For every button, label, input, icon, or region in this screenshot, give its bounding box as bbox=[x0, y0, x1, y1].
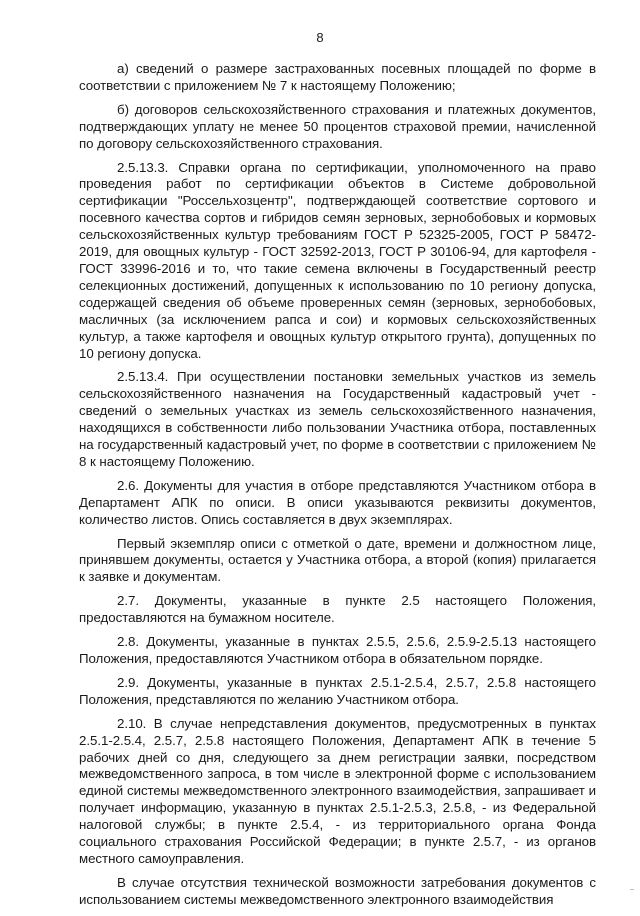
paragraph-no-technical-possibility: В случае отсутствия технической возможности затребования документов с использованием системы межведомственного электронного взаимодействия bbox=[79, 874, 596, 907]
paragraph-2-9: 2.9. Документы, указанные в пунктах 2.5.1-2.5.4, 2.5.7, 2.5.8 настоящего Положения, представляются по желанию Участником отбора. bbox=[79, 674, 596, 707]
paragraph-a-insured-areas: а) сведений о размере застрахованных посевных площадей по форме в соответствии с приложением № 7 к настоящему Положению; bbox=[79, 61, 596, 93]
scan-edge-mark bbox=[630, 889, 634, 890]
paragraph-2-7: 2.7. Документы, указанные в пункте 2.5 настоящего Положения, предоставляются на бумажном носителе. bbox=[79, 593, 596, 626]
paragraph-2-5-13-3: 2.5.13.3. Справки органа по сертификации, уполномоченного на право проведения работ по сертификации объектов в Системе добровольной сертификации "Россельхозцентр", подтверждающей соответствие сортового и посевного качества сортов и гибридов семян зерновых, зернобобовых и кормовых сельскохозяйственных культур требованиям ГОСТ Р 52325-2005, ГОСТ Р 58472-2019, для овощных культур - ГОСТ 32592-2013, ГОСТ Р 30106-94, для картофеля - ГОСТ 33996-2016 и то, что такие семена включены в Государственный реестр селекционных достижений, допущенных к использованию по 10 региону допуска, содержащей сведения об объеме проверенных семян (зерновых, зернобобовых, масличных (за исключением рапса и сои) и кормовых сельскохозяйственных культур, а также картофеля и овощных культур открытого грунта), допущенных по 10 региону допуска. bbox=[79, 159, 596, 361]
paragraph-2-10: 2.10. В случае непредставления документов, предусмотренных в пунктах 2.5.1-2.5.4, 2.5.7, 2.5.8 настоящего Положения, Департамент АПК в течение 5 рабочих дней со дня, следующего за днем регистрации заявки, посредством межведомственного запроса, в том числе в электронной форме с использованием единой системы межведомственного электронного взаимодействия, запрашивает и получает информацию, указанную в пунктах 2.5.1-2.5.3, 2.5.8, - из Федеральной налоговой службы; в пункте 2.5.4, - из территориального органа Фонда социального страхования Российской Федерации; в пункте 2.5.7, - из органов местного самоуправления. bbox=[79, 715, 596, 866]
paragraph-first-copy-of-inventory: Первый экземпляр описи с отметкой о дате, времени и должностном лице, принявшем документы, остается у Участника отбора, а второй (копия) прилагается к заявке и документам. bbox=[79, 535, 596, 585]
page-body bbox=[79, 61, 596, 916]
paragraph-2-6: 2.6. Документы для участия в отборе представляются Участником отбора в Департамент АПК по описи. В описи указываются реквизиты документов, количество листов. Опись составляется в двух экземплярах. bbox=[79, 477, 596, 527]
page-number: 8 bbox=[316, 30, 324, 45]
paragraph-2-8: 2.8. Документы, указанные в пунктах 2.5.5, 2.5.6, 2.5.9-2.5.13 настоящего Положения, предоставляются Участником отбора в обязательном порядке. bbox=[79, 634, 596, 666]
paragraph-b-insurance-contracts: б) договоров сельскохозяйственного страхования и платежных документов, подтверждающих уплату не менее 50 процентов страховой премии, начисленной по договору сельскохозяйственного страхования. bbox=[79, 101, 596, 151]
paragraph-2-5-13-4: 2.5.13.4. При осуществлении постановки земельных участков из земель сельскохозяйственного назначения на Государственный кадастровый учет - сведений о земельных участках из земель сельскохозяйственного назначения, находящихся в собственности либо пользовании Участника отбора, поставленных на государственный кадастровый учет, по форме в соответствии с приложением № 8 к настоящему Положению. bbox=[79, 369, 596, 469]
